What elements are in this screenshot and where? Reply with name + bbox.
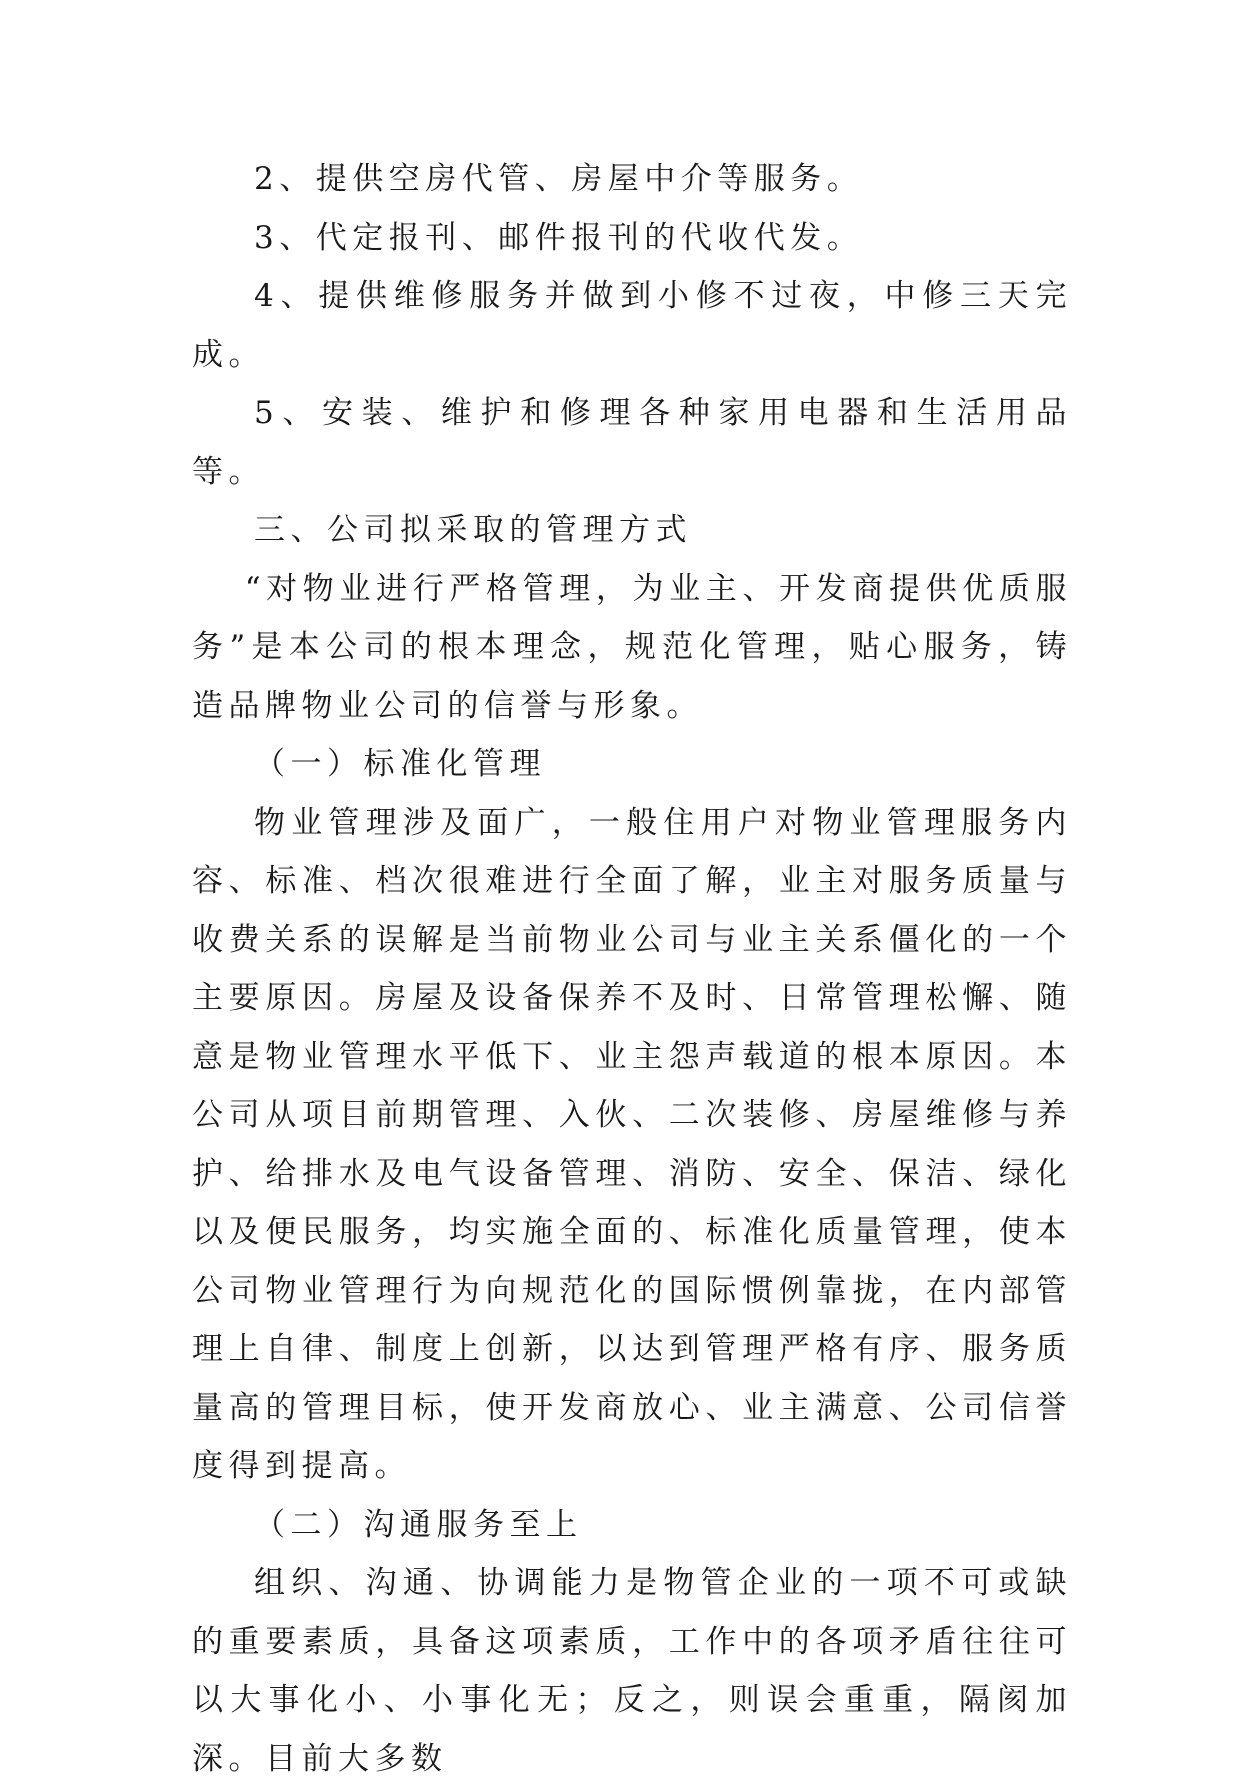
document-body (192, 150, 1072, 1788)
list-item-4: 4、提供维修服务并做到小修不过夜，中修三天完成。 (192, 278, 1072, 373)
subheading-standardized-management: （一）标准化管理 (254, 746, 546, 782)
list-item-5: 5、安装、维护和修理各种家用电器和生活用品等。 (192, 395, 1072, 490)
communication-paragraph: 组织、沟通、协调能力是物管企业的一项不可或缺的重要素质，具备这项素质，工作中的各项矛盾往往可以大事化小、小事化无；反之，则误会重重，隔阂加深。目前大多数 (192, 1565, 1072, 1777)
list-item-2: 2、提供空房代管、房屋中介等服务。 (254, 161, 864, 197)
subheading-communication-service: （二）沟通服务至上 (254, 1506, 583, 1543)
standardized-management-paragraph: 物业管理涉及面广，一般住用户对物业管理服务内容、标准、档次很难进行全面了解，业主对服务质量与收费关系的误解是当前物业公司与业主关系僵化的一个主要原因。房屋及设备保养不及时、日常管理松懈、随意是物业管理水平低下、业主怨声载道的根本原因。本公司从项目前期管理、入伙、二次装修、房屋维修与养护、给排水及电气设备管理、消防、安全、保洁、绿化以及便民服务，均实施全面的、标准化质量管理，使本公司物业管理行为向规范化的国际惯例靠拢，在内部管理上自律、制度上创新，以达到管理严格有序、服务质量高的管理目标，使开发商放心、业主满意、公司信誉度得到提高。 (192, 804, 1072, 1484)
philosophy-paragraph: “对物业进行严格管理，为业主、开发商提供优质服务”是本公司的根本理念，规范化管理，贴心服务，铸造品牌物业公司的信誉与形象。 (192, 570, 1072, 724)
section-heading-3: 三、公司拟采取的管理方式 (254, 512, 692, 548)
list-item-3: 3、代定报刊、邮件报刊的代收代发。 (254, 219, 864, 256)
